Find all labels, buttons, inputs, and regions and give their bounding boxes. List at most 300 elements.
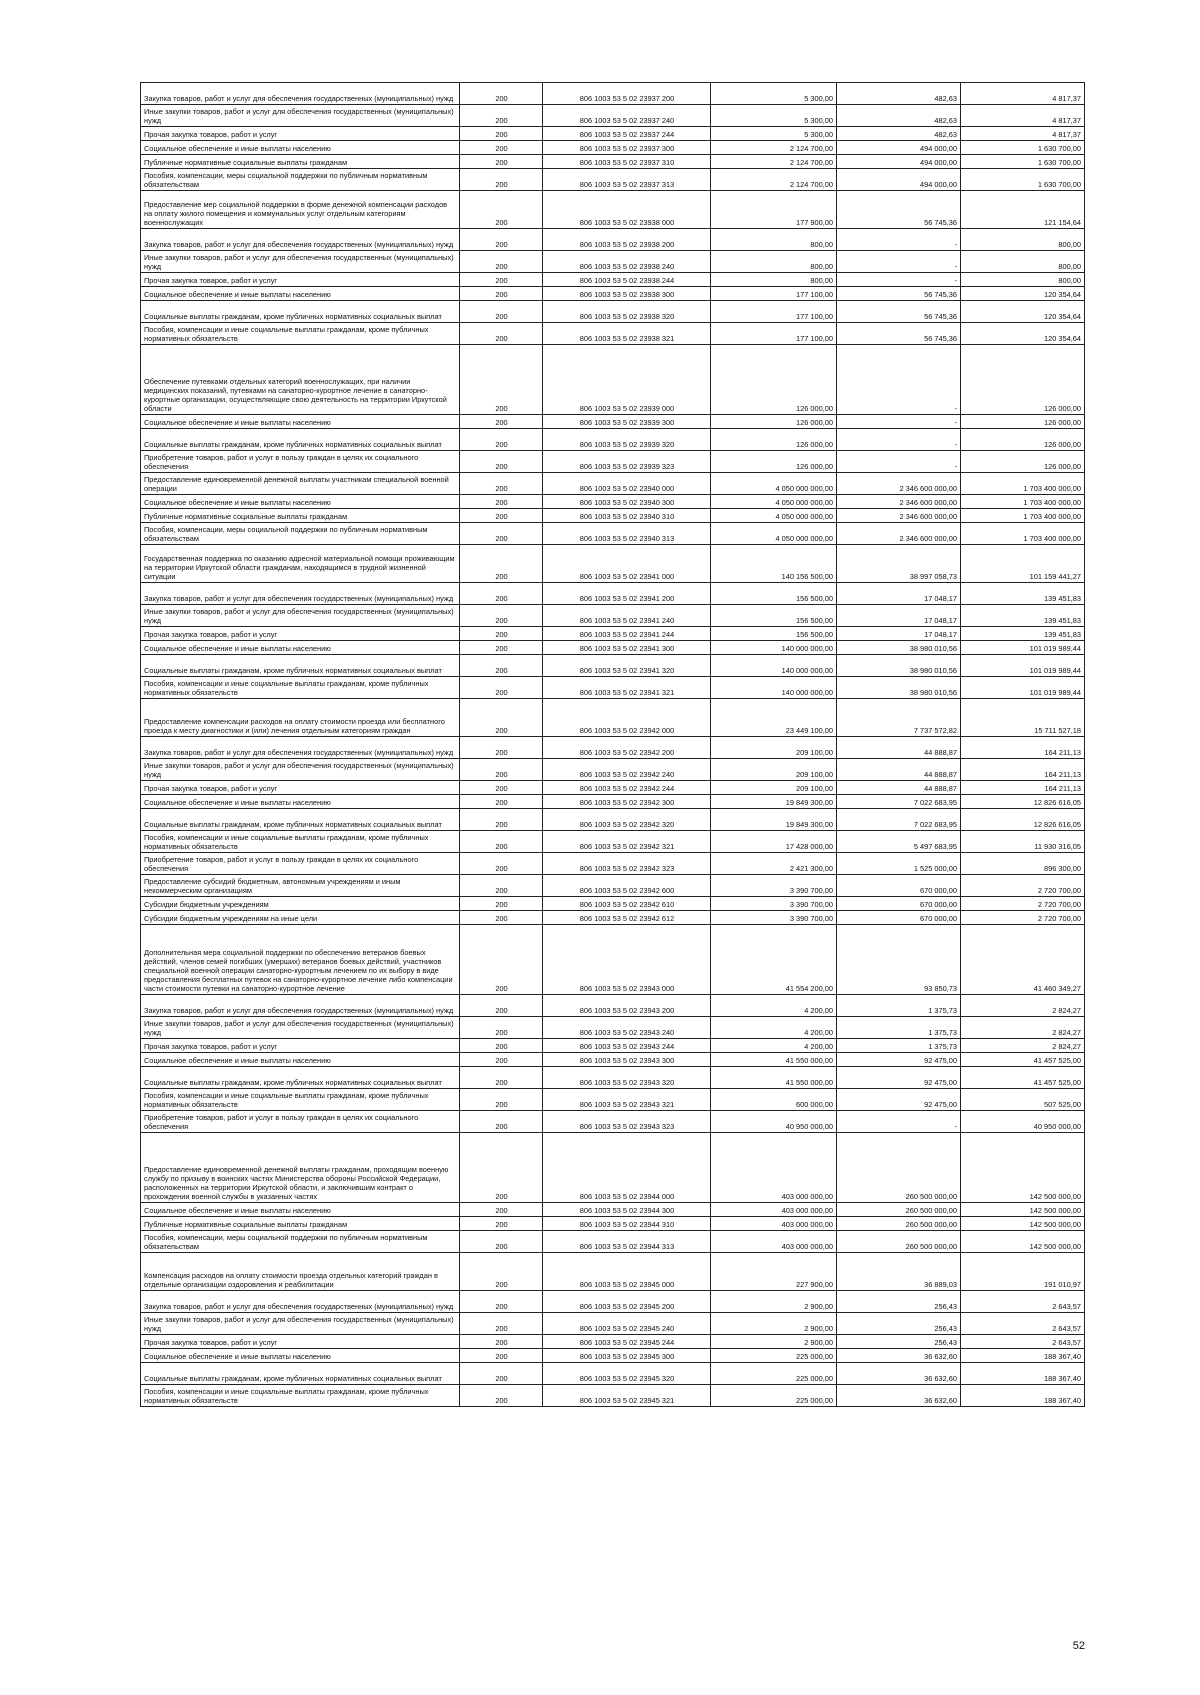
row-name-cell: Пособия, компенсации, меры социальной поддержки по публичным нормативным обязательствам [141, 169, 460, 191]
row-executed-amount-cell: 1 375,73 [837, 1017, 961, 1039]
row-approved-amount-cell: 209 100,00 [711, 737, 837, 759]
row-approved-amount-cell: 4 200,00 [711, 995, 837, 1017]
table-row [141, 273, 1085, 287]
row-unexecuted-amount-cell: 120 354,64 [961, 323, 1085, 345]
row-classification-code-cell: 806 1003 53 5 02 23941 320 [543, 655, 711, 677]
row-name-cell: Государственная поддержка по оказанию адресной материальной помощи проживающим на территории Иркутской области гражданам, находящимся в трудной жизненной ситуации [141, 545, 460, 583]
row-code-cell: 200 [460, 781, 543, 795]
table-row [141, 545, 1085, 583]
row-executed-amount-cell: 2 346 600 000,00 [837, 509, 961, 523]
table-row [141, 1067, 1085, 1089]
table-row [141, 523, 1085, 545]
table-row [141, 451, 1085, 473]
row-executed-amount-cell: - [837, 345, 961, 415]
row-approved-amount-cell: 156 500,00 [711, 583, 837, 605]
table-row [141, 831, 1085, 853]
row-code-cell: 200 [460, 583, 543, 605]
table-row [141, 495, 1085, 509]
row-name-cell: Иные закупки товаров, работ и услуг для обеспечения государственных (муниципальных) нужд [141, 105, 460, 127]
row-approved-amount-cell: 177 100,00 [711, 287, 837, 301]
row-classification-code-cell: 806 1003 53 5 02 23940 310 [543, 509, 711, 523]
table-row [141, 809, 1085, 831]
row-code-cell: 200 [460, 1067, 543, 1089]
row-name-cell: Иные закупки товаров, работ и услуг для обеспечения государственных (муниципальных) нужд [141, 605, 460, 627]
row-approved-amount-cell: 2 124 700,00 [711, 155, 837, 169]
row-unexecuted-amount-cell: 1 703 400 000,00 [961, 523, 1085, 545]
row-classification-code-cell: 806 1003 53 5 02 23938 320 [543, 301, 711, 323]
row-unexecuted-amount-cell: 507 525,00 [961, 1089, 1085, 1111]
row-name-cell: Предоставление компенсации расходов на оплату стоимости проезда или бесплатного проезда к месту диагностики и (или) лечения отдельным категориям граждан [141, 699, 460, 737]
row-approved-amount-cell: 4 050 000 000,00 [711, 509, 837, 523]
table-row [141, 853, 1085, 875]
row-approved-amount-cell: 2 124 700,00 [711, 141, 837, 155]
row-classification-code-cell: 806 1003 53 5 02 23945 321 [543, 1385, 711, 1407]
row-approved-amount-cell: 156 500,00 [711, 627, 837, 641]
row-executed-amount-cell: 7 737 572,82 [837, 699, 961, 737]
row-approved-amount-cell: 126 000,00 [711, 345, 837, 415]
row-executed-amount-cell: 17 048,17 [837, 605, 961, 627]
row-approved-amount-cell: 140 000 000,00 [711, 655, 837, 677]
row-approved-amount-cell: 4 200,00 [711, 1017, 837, 1039]
row-executed-amount-cell: - [837, 451, 961, 473]
row-executed-amount-cell: 36 632,60 [837, 1363, 961, 1385]
table-row [141, 1111, 1085, 1133]
row-approved-amount-cell: 177 100,00 [711, 301, 837, 323]
row-classification-code-cell: 806 1003 53 5 02 23945 300 [543, 1349, 711, 1363]
row-code-cell: 200 [460, 1363, 543, 1385]
row-classification-code-cell: 806 1003 53 5 02 23942 320 [543, 809, 711, 831]
row-executed-amount-cell: 1 375,73 [837, 995, 961, 1017]
row-unexecuted-amount-cell: 1 630 700,00 [961, 169, 1085, 191]
row-unexecuted-amount-cell: 15 711 527,18 [961, 699, 1085, 737]
table-row [141, 583, 1085, 605]
row-executed-amount-cell: 260 500 000,00 [837, 1231, 961, 1253]
row-name-cell: Прочая закупка товаров, работ и услуг [141, 127, 460, 141]
row-executed-amount-cell: 92 475,00 [837, 1053, 961, 1067]
row-name-cell: Закупка товаров, работ и услуг для обеспечения государственных (муниципальных) нужд [141, 737, 460, 759]
row-executed-amount-cell: 260 500 000,00 [837, 1133, 961, 1203]
row-unexecuted-amount-cell: 101 019 989,44 [961, 655, 1085, 677]
row-executed-amount-cell: 482,63 [837, 127, 961, 141]
table-row [141, 127, 1085, 141]
row-code-cell: 200 [460, 641, 543, 655]
page-number: 52 [1072, 1640, 1085, 1652]
row-classification-code-cell: 806 1003 53 5 02 23938 321 [543, 323, 711, 345]
row-name-cell: Прочая закупка товаров, работ и услуг [141, 1335, 460, 1349]
row-unexecuted-amount-cell: 800,00 [961, 229, 1085, 251]
row-code-cell: 200 [460, 169, 543, 191]
row-code-cell: 200 [460, 83, 543, 105]
row-name-cell: Закупка товаров, работ и услуг для обеспечения государственных (муниципальных) нужд [141, 229, 460, 251]
row-name-cell: Закупка товаров, работ и услуг для обеспечения государственных (муниципальных) нужд [141, 83, 460, 105]
row-approved-amount-cell: 177 900,00 [711, 191, 837, 229]
row-classification-code-cell: 806 1003 53 5 02 23937 310 [543, 155, 711, 169]
row-unexecuted-amount-cell: 188 367,40 [961, 1349, 1085, 1363]
row-approved-amount-cell: 4 050 000 000,00 [711, 523, 837, 545]
row-executed-amount-cell: 56 745,36 [837, 191, 961, 229]
row-executed-amount-cell: 56 745,36 [837, 287, 961, 301]
row-approved-amount-cell: 3 390 700,00 [711, 897, 837, 911]
row-executed-amount-cell: 482,63 [837, 105, 961, 127]
table-row [141, 897, 1085, 911]
row-name-cell: Социальное обеспечение и иные выплаты населению [141, 495, 460, 509]
table-row [141, 1335, 1085, 1349]
row-classification-code-cell: 806 1003 53 5 02 23942 612 [543, 911, 711, 925]
row-name-cell: Закупка товаров, работ и услуг для обеспечения государственных (муниципальных) нужд [141, 1291, 460, 1313]
table-row [141, 925, 1085, 995]
row-unexecuted-amount-cell: 120 354,64 [961, 287, 1085, 301]
row-classification-code-cell: 806 1003 53 5 02 23939 323 [543, 451, 711, 473]
row-code-cell: 200 [460, 897, 543, 911]
table-body [141, 83, 1085, 1407]
table-row [141, 677, 1085, 699]
row-name-cell: Социальное обеспечение и иные выплаты населению [141, 641, 460, 655]
row-classification-code-cell: 806 1003 53 5 02 23944 300 [543, 1203, 711, 1217]
row-name-cell: Компенсация расходов на оплату стоимости проезда отдельных категорий граждан в отдельные организации оздоровления и реабилитации [141, 1253, 460, 1291]
row-classification-code-cell: 806 1003 53 5 02 23944 000 [543, 1133, 711, 1203]
row-classification-code-cell: 806 1003 53 5 02 23945 000 [543, 1253, 711, 1291]
table-row [141, 1231, 1085, 1253]
row-classification-code-cell: 806 1003 53 5 02 23943 320 [543, 1067, 711, 1089]
row-classification-code-cell: 806 1003 53 5 02 23942 240 [543, 759, 711, 781]
row-executed-amount-cell: 256,43 [837, 1291, 961, 1313]
row-classification-code-cell: 806 1003 53 5 02 23937 240 [543, 105, 711, 127]
row-approved-amount-cell: 227 900,00 [711, 1253, 837, 1291]
row-approved-amount-cell: 126 000,00 [711, 429, 837, 451]
row-classification-code-cell: 806 1003 53 5 02 23942 244 [543, 781, 711, 795]
row-approved-amount-cell: 156 500,00 [711, 605, 837, 627]
row-approved-amount-cell: 140 000 000,00 [711, 677, 837, 699]
row-code-cell: 200 [460, 251, 543, 273]
row-code-cell: 200 [460, 1253, 543, 1291]
row-classification-code-cell: 806 1003 53 5 02 23943 244 [543, 1039, 711, 1053]
row-approved-amount-cell: 4 050 000 000,00 [711, 473, 837, 495]
table-row [141, 169, 1085, 191]
table-row [141, 1291, 1085, 1313]
table-row [141, 759, 1085, 781]
row-approved-amount-cell: 403 000 000,00 [711, 1217, 837, 1231]
table-row [141, 1053, 1085, 1067]
row-unexecuted-amount-cell: 2 720 700,00 [961, 875, 1085, 897]
row-unexecuted-amount-cell: 2 824,27 [961, 995, 1085, 1017]
row-executed-amount-cell: - [837, 1111, 961, 1133]
table [140, 82, 1085, 1407]
row-name-cell: Социальные выплаты гражданам, кроме публичных нормативных социальных выплат [141, 301, 460, 323]
row-code-cell: 200 [460, 737, 543, 759]
table-row [141, 345, 1085, 415]
row-executed-amount-cell: 1 375,73 [837, 1039, 961, 1053]
table-row [141, 105, 1085, 127]
row-classification-code-cell: 806 1003 53 5 02 23940 000 [543, 473, 711, 495]
table-row [141, 781, 1085, 795]
row-unexecuted-amount-cell: 2 643,57 [961, 1291, 1085, 1313]
row-name-cell: Пособия, компенсации и иные социальные выплаты гражданам, кроме публичных нормативных обязательств [141, 831, 460, 853]
row-classification-code-cell: 806 1003 53 5 02 23943 240 [543, 1017, 711, 1039]
row-name-cell: Субсидии бюджетным учреждениям [141, 897, 460, 911]
row-code-cell: 200 [460, 155, 543, 169]
row-unexecuted-amount-cell: 1 703 400 000,00 [961, 473, 1085, 495]
row-name-cell: Предоставление единовременной денежной выплаты гражданам, проходящим военную службу по призыву в воинских частях Министерства обороны Российской Федерации, расположенных на территории Иркутской области, и заключившим контракт о прохождении военной службы в указанных частях [141, 1133, 460, 1203]
row-classification-code-cell: 806 1003 53 5 02 23942 321 [543, 831, 711, 853]
row-unexecuted-amount-cell: 142 500 000,00 [961, 1217, 1085, 1231]
row-classification-code-cell: 806 1003 53 5 02 23939 320 [543, 429, 711, 451]
row-classification-code-cell: 806 1003 53 5 02 23942 600 [543, 875, 711, 897]
row-executed-amount-cell: 93 850,73 [837, 925, 961, 995]
table-row [141, 1363, 1085, 1385]
row-name-cell: Публичные нормативные социальные выплаты гражданам [141, 155, 460, 169]
row-code-cell: 200 [460, 301, 543, 323]
row-code-cell: 200 [460, 141, 543, 155]
row-executed-amount-cell: 2 346 600 000,00 [837, 495, 961, 509]
row-unexecuted-amount-cell: 41 457 525,00 [961, 1067, 1085, 1089]
row-unexecuted-amount-cell: 12 826 616,05 [961, 809, 1085, 831]
row-approved-amount-cell: 403 000 000,00 [711, 1203, 837, 1217]
table-row [141, 83, 1085, 105]
row-unexecuted-amount-cell: 1 703 400 000,00 [961, 509, 1085, 523]
row-name-cell: Прочая закупка товаров, работ и услуг [141, 781, 460, 795]
row-code-cell: 200 [460, 127, 543, 141]
table-row [141, 1017, 1085, 1039]
row-approved-amount-cell: 2 124 700,00 [711, 169, 837, 191]
row-executed-amount-cell: - [837, 251, 961, 273]
row-unexecuted-amount-cell: 896 300,00 [961, 853, 1085, 875]
row-name-cell: Предоставление единовременной денежной выплаты участникам специальной военной операции [141, 473, 460, 495]
row-executed-amount-cell: 260 500 000,00 [837, 1217, 961, 1231]
row-executed-amount-cell: 44 888,87 [837, 781, 961, 795]
table-row [141, 429, 1085, 451]
row-name-cell: Иные закупки товаров, работ и услуг для обеспечения государственных (муниципальных) нужд [141, 759, 460, 781]
row-executed-amount-cell: 482,63 [837, 83, 961, 105]
table-row [141, 737, 1085, 759]
row-classification-code-cell: 806 1003 53 5 02 23941 200 [543, 583, 711, 605]
row-classification-code-cell: 806 1003 53 5 02 23940 300 [543, 495, 711, 509]
row-approved-amount-cell: 4 200,00 [711, 1039, 837, 1053]
row-unexecuted-amount-cell: 41 460 349,27 [961, 925, 1085, 995]
row-code-cell: 200 [460, 495, 543, 509]
row-unexecuted-amount-cell: 4 817,37 [961, 127, 1085, 141]
row-code-cell: 200 [460, 545, 543, 583]
row-executed-amount-cell: 92 475,00 [837, 1089, 961, 1111]
row-code-cell: 200 [460, 1017, 543, 1039]
row-unexecuted-amount-cell: 12 826 616,05 [961, 795, 1085, 809]
row-approved-amount-cell: 209 100,00 [711, 759, 837, 781]
row-unexecuted-amount-cell: 142 500 000,00 [961, 1203, 1085, 1217]
row-approved-amount-cell: 17 428 000,00 [711, 831, 837, 853]
row-classification-code-cell: 806 1003 53 5 02 23941 300 [543, 641, 711, 655]
row-name-cell: Субсидии бюджетным учреждениям на иные цели [141, 911, 460, 925]
budget-execution-table [140, 82, 1084, 1407]
row-executed-amount-cell: 36 632,60 [837, 1349, 961, 1363]
table-row [141, 141, 1085, 155]
row-classification-code-cell: 806 1003 53 5 02 23945 240 [543, 1313, 711, 1335]
row-name-cell: Приобретение товаров, работ и услуг в пользу граждан в целях их социального обеспечения [141, 853, 460, 875]
row-classification-code-cell: 806 1003 53 5 02 23937 300 [543, 141, 711, 155]
row-executed-amount-cell: - [837, 415, 961, 429]
row-classification-code-cell: 806 1003 53 5 02 23943 200 [543, 995, 711, 1017]
row-name-cell: Социальное обеспечение и иные выплаты населению [141, 141, 460, 155]
row-classification-code-cell: 806 1003 53 5 02 23945 200 [543, 1291, 711, 1313]
table-row [141, 191, 1085, 229]
table-row [141, 627, 1085, 641]
row-name-cell: Социальные выплаты гражданам, кроме публичных нормативных социальных выплат [141, 809, 460, 831]
row-name-cell: Пособия, компенсации, меры социальной поддержки по публичным нормативным обязательствам [141, 1231, 460, 1253]
table-row [141, 1385, 1085, 1407]
row-classification-code-cell: 806 1003 53 5 02 23943 323 [543, 1111, 711, 1133]
row-code-cell: 200 [460, 605, 543, 627]
row-unexecuted-amount-cell: 1 630 700,00 [961, 155, 1085, 169]
row-name-cell: Публичные нормативные социальные выплаты гражданам [141, 509, 460, 523]
row-unexecuted-amount-cell: 4 817,37 [961, 105, 1085, 127]
row-code-cell: 200 [460, 509, 543, 523]
row-code-cell: 200 [460, 1349, 543, 1363]
table-row [141, 251, 1085, 273]
row-name-cell: Пособия, компенсации и иные социальные выплаты гражданам, кроме публичных нормативных обязательств [141, 1089, 460, 1111]
row-executed-amount-cell: 256,43 [837, 1313, 961, 1335]
row-code-cell: 200 [460, 1203, 543, 1217]
row-classification-code-cell: 806 1003 53 5 02 23944 310 [543, 1217, 711, 1231]
row-approved-amount-cell: 19 849 300,00 [711, 809, 837, 831]
row-name-cell: Социальные выплаты гражданам, кроме публичных нормативных социальных выплат [141, 1363, 460, 1385]
row-approved-amount-cell: 209 100,00 [711, 781, 837, 795]
row-approved-amount-cell: 225 000,00 [711, 1363, 837, 1385]
row-unexecuted-amount-cell: 139 451,83 [961, 583, 1085, 605]
row-name-cell: Обеспечение путевками отдельных категорий военнослужащих, при наличии медицинских показаний, путевками на санаторно-курортное лечение в санаторно-курортные организации, осуществляющие свою деятельность на территории Иркутской области [141, 345, 460, 415]
row-unexecuted-amount-cell: 139 451,83 [961, 627, 1085, 641]
table-row [141, 1039, 1085, 1053]
row-executed-amount-cell: 38 980 010,56 [837, 641, 961, 655]
row-unexecuted-amount-cell: 126 000,00 [961, 415, 1085, 429]
row-unexecuted-amount-cell: 41 457 525,00 [961, 1053, 1085, 1067]
row-name-cell: Пособия, компенсации и иные социальные выплаты гражданам, кроме публичных нормативных обязательств [141, 677, 460, 699]
row-executed-amount-cell: 38 980 010,56 [837, 655, 961, 677]
table-row [141, 1089, 1085, 1111]
row-unexecuted-amount-cell: 2 720 700,00 [961, 911, 1085, 925]
row-approved-amount-cell: 4 050 000 000,00 [711, 495, 837, 509]
row-executed-amount-cell: 494 000,00 [837, 169, 961, 191]
row-code-cell: 200 [460, 1217, 543, 1231]
row-code-cell: 200 [460, 415, 543, 429]
row-code-cell: 200 [460, 1291, 543, 1313]
row-classification-code-cell: 806 1003 53 5 02 23944 313 [543, 1231, 711, 1253]
row-approved-amount-cell: 800,00 [711, 251, 837, 273]
row-unexecuted-amount-cell: 164 211,13 [961, 737, 1085, 759]
row-executed-amount-cell: 38 980 010,56 [837, 677, 961, 699]
row-classification-code-cell: 806 1003 53 5 02 23941 240 [543, 605, 711, 627]
row-executed-amount-cell: 17 048,17 [837, 627, 961, 641]
row-unexecuted-amount-cell: 1 703 400 000,00 [961, 495, 1085, 509]
row-approved-amount-cell: 2 900,00 [711, 1335, 837, 1349]
row-classification-code-cell: 806 1003 53 5 02 23937 313 [543, 169, 711, 191]
row-code-cell: 200 [460, 1133, 543, 1203]
row-approved-amount-cell: 403 000 000,00 [711, 1231, 837, 1253]
row-name-cell: Иные закупки товаров, работ и услуг для обеспечения государственных (муниципальных) нужд [141, 1017, 460, 1039]
row-name-cell: Пособия, компенсации и иные социальные выплаты гражданам, кроме публичных нормативных обязательств [141, 1385, 460, 1407]
row-classification-code-cell: 806 1003 53 5 02 23937 244 [543, 127, 711, 141]
row-unexecuted-amount-cell: 40 950 000,00 [961, 1111, 1085, 1133]
table-row [141, 1133, 1085, 1203]
row-code-cell: 200 [460, 809, 543, 831]
row-name-cell: Социальное обеспечение и иные выплаты населению [141, 287, 460, 301]
row-unexecuted-amount-cell: 126 000,00 [961, 451, 1085, 473]
row-approved-amount-cell: 600 000,00 [711, 1089, 837, 1111]
row-name-cell: Социальные выплаты гражданам, кроме публичных нормативных социальных выплат [141, 429, 460, 451]
row-executed-amount-cell: 260 500 000,00 [837, 1203, 961, 1217]
table-row [141, 1313, 1085, 1335]
row-unexecuted-amount-cell: 191 010,97 [961, 1253, 1085, 1291]
table-row [141, 287, 1085, 301]
row-name-cell: Пособия, компенсации и иные социальные выплаты гражданам, кроме публичных нормативных обязательств [141, 323, 460, 345]
row-executed-amount-cell: 56 745,36 [837, 323, 961, 345]
row-executed-amount-cell: - [837, 229, 961, 251]
row-approved-amount-cell: 800,00 [711, 229, 837, 251]
table-row [141, 1253, 1085, 1291]
row-executed-amount-cell: 36 889,03 [837, 1253, 961, 1291]
row-name-cell: Предоставление субсидий бюджетным, автономным учреждениям и иным некоммерческим организациям [141, 875, 460, 897]
row-name-cell: Пособия, компенсации, меры социальной поддержки по публичным нормативным обязательствам [141, 523, 460, 545]
row-executed-amount-cell: 7 022 683,95 [837, 809, 961, 831]
row-executed-amount-cell: 92 475,00 [837, 1067, 961, 1089]
row-code-cell: 200 [460, 853, 543, 875]
row-approved-amount-cell: 2 421 300,00 [711, 853, 837, 875]
row-name-cell: Социальное обеспечение и иные выплаты населению [141, 1203, 460, 1217]
row-unexecuted-amount-cell: 188 367,40 [961, 1363, 1085, 1385]
row-name-cell: Закупка товаров, работ и услуг для обеспечения государственных (муниципальных) нужд [141, 995, 460, 1017]
row-unexecuted-amount-cell: 101 159 441,27 [961, 545, 1085, 583]
row-code-cell: 200 [460, 473, 543, 495]
row-code-cell: 200 [460, 1089, 543, 1111]
table-row [141, 1217, 1085, 1231]
row-classification-code-cell: 806 1003 53 5 02 23938 200 [543, 229, 711, 251]
table-row [141, 911, 1085, 925]
row-unexecuted-amount-cell: 800,00 [961, 273, 1085, 287]
row-approved-amount-cell: 23 449 100,00 [711, 699, 837, 737]
row-approved-amount-cell: 2 900,00 [711, 1291, 837, 1313]
row-unexecuted-amount-cell: 142 500 000,00 [961, 1133, 1085, 1203]
table-row [141, 699, 1085, 737]
row-unexecuted-amount-cell: 139 451,83 [961, 605, 1085, 627]
row-code-cell: 200 [460, 323, 543, 345]
table-row [141, 641, 1085, 655]
table-row [141, 1203, 1085, 1217]
row-name-cell: Публичные нормативные социальные выплаты гражданам [141, 1217, 460, 1231]
row-classification-code-cell: 806 1003 53 5 02 23943 300 [543, 1053, 711, 1067]
row-approved-amount-cell: 140 000 000,00 [711, 641, 837, 655]
row-executed-amount-cell: 2 346 600 000,00 [837, 523, 961, 545]
table-row [141, 875, 1085, 897]
table-row [141, 473, 1085, 495]
row-unexecuted-amount-cell: 2 824,27 [961, 1039, 1085, 1053]
row-executed-amount-cell: 36 632,60 [837, 1385, 961, 1407]
row-executed-amount-cell: 7 022 683,95 [837, 795, 961, 809]
row-approved-amount-cell: 41 550 000,00 [711, 1067, 837, 1089]
row-code-cell: 200 [460, 1111, 543, 1133]
row-name-cell: Иные закупки товаров, работ и услуг для обеспечения государственных (муниципальных) нужд [141, 251, 460, 273]
row-approved-amount-cell: 3 390 700,00 [711, 875, 837, 897]
row-classification-code-cell: 806 1003 53 5 02 23943 000 [543, 925, 711, 995]
row-code-cell: 200 [460, 1053, 543, 1067]
row-code-cell: 200 [460, 627, 543, 641]
row-executed-amount-cell: 5 497 683,95 [837, 831, 961, 853]
row-name-cell: Социальные выплаты гражданам, кроме публичных нормативных социальных выплат [141, 1067, 460, 1089]
table-row [141, 995, 1085, 1017]
row-executed-amount-cell: - [837, 429, 961, 451]
row-approved-amount-cell: 40 950 000,00 [711, 1111, 837, 1133]
row-code-cell: 200 [460, 875, 543, 897]
table-row [141, 229, 1085, 251]
row-unexecuted-amount-cell: 121 154,64 [961, 191, 1085, 229]
row-classification-code-cell: 806 1003 53 5 02 23939 000 [543, 345, 711, 415]
row-classification-code-cell: 806 1003 53 5 02 23941 000 [543, 545, 711, 583]
